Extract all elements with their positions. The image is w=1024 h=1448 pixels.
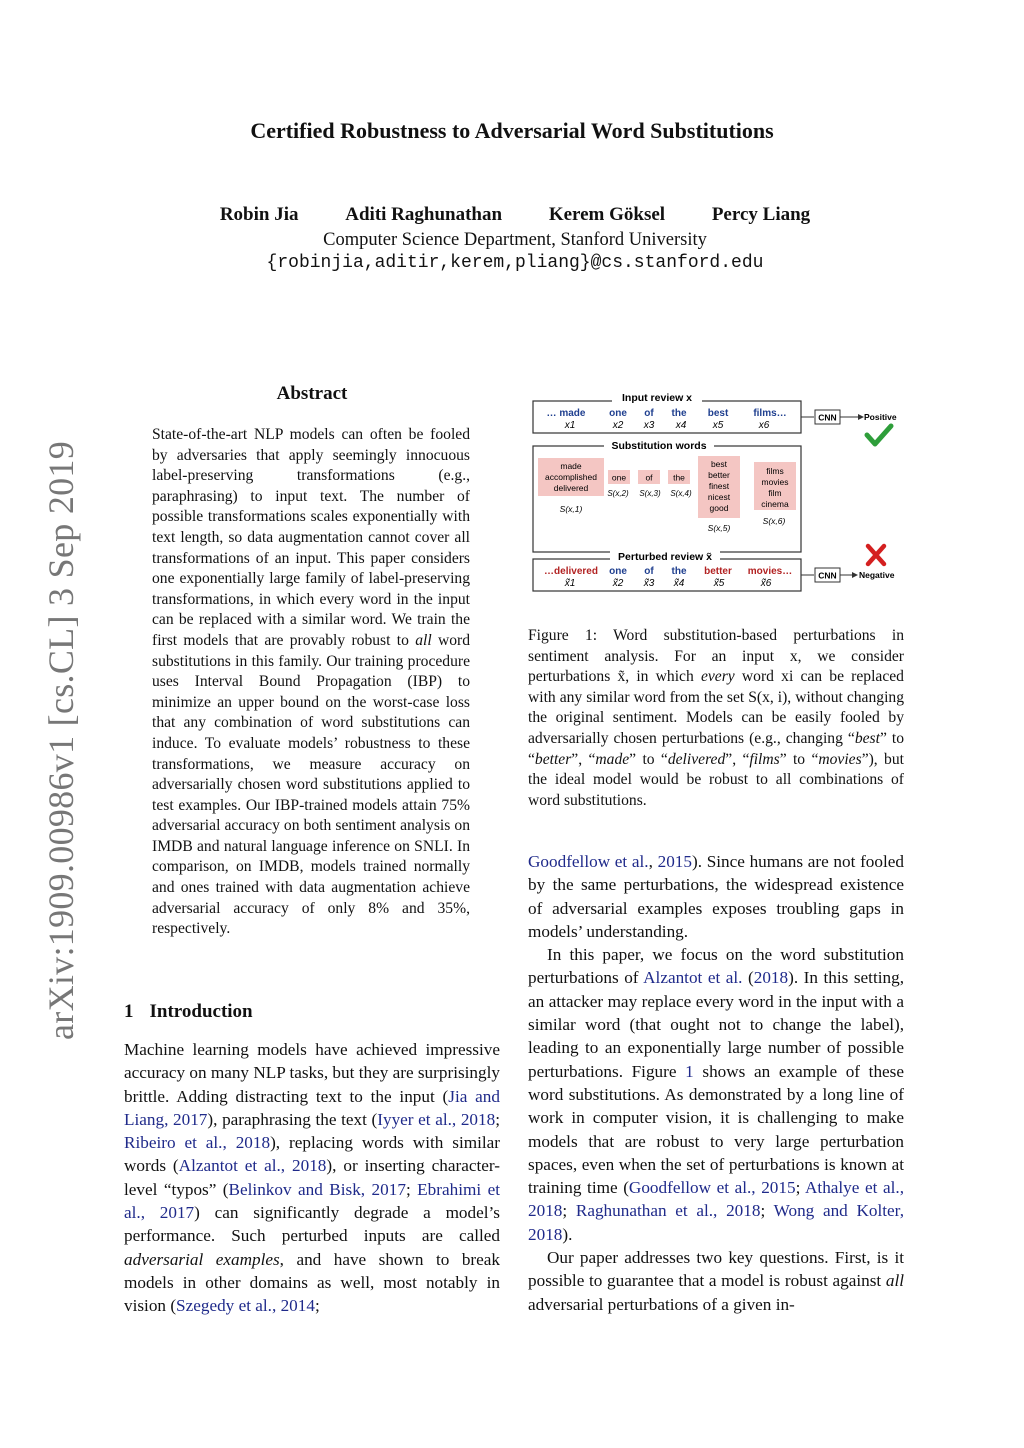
- intro-text: Machine learning models have achieved impressive accuracy on many NLP tasks, but they are surprisingly brittle. Adding distracting text to the input (: [124, 1040, 500, 1106]
- substitution-word: cinema: [761, 499, 789, 509]
- substitution-set-label: S(x,3): [639, 489, 661, 498]
- abstract-text: State-of-the-art NLP models can often be fooled by adversaries that apply seemingly innocuous label-preserving transformations (e.g., paraphrasing) to input text. The number of possible transformations scales exponentially with text length, so data augmentation cannot cover all transformations of an input. This paper considers one exponentially large family of label-preserving transformations, in which every word in the input can be replaced with a similar word. We train the first models that are provably robust to: [152, 426, 470, 649]
- intro-text: ) can significantly degrade a model’s performance. Such perturbed inputs are called: [124, 1203, 500, 1246]
- citation-link[interactable]: Alzantot et al., 2018: [178, 1156, 327, 1176]
- right-column-body: [528, 850, 904, 1316]
- substitution-word: films: [766, 466, 784, 476]
- substitution-set: [668, 470, 692, 498]
- section-title: Introduction: [149, 1001, 253, 1022]
- caption-text: word x: [734, 668, 789, 686]
- negative-label: Negative: [859, 570, 895, 580]
- substitution-set-label: S(x,2): [607, 489, 629, 498]
- perturbed-word: of: [644, 566, 654, 577]
- caption-text: ”, “: [725, 750, 750, 768]
- input-word: … made: [546, 408, 586, 419]
- caption-text: ”, “: [571, 750, 596, 768]
- abstract-emphasis: all: [415, 631, 432, 649]
- body-paragraph: [528, 1246, 904, 1316]
- intro-text: ), or inserting character-level “typos” (: [124, 1156, 500, 1199]
- caption-text: ” to “: [629, 750, 668, 768]
- caption-emphasis: delivered: [667, 750, 726, 768]
- author-name: Kerem Göksel: [548, 204, 666, 225]
- input-variable: x5: [712, 420, 724, 431]
- perturbed-word: better: [704, 566, 732, 577]
- intro-text: , and have shown to break models in other domains as well, most notably in vision (: [124, 1249, 500, 1316]
- body-emphasis: all: [885, 1271, 904, 1291]
- abstract-heading: Abstract: [276, 383, 348, 404]
- cross-icon: [868, 546, 884, 564]
- substitution-set-label: S(x,6): [762, 516, 786, 526]
- intro-text: ), replacing words with similar words (: [124, 1133, 500, 1176]
- cnn-label: CNN: [818, 570, 837, 581]
- citation-link[interactable]: Wong and Kolter, 2018: [528, 1201, 904, 1244]
- citation-link[interactable]: Goodfellow et al., 2015: [628, 1178, 796, 1198]
- substitution-word: one: [611, 472, 627, 483]
- citation-link[interactable]: Athalye et al., 2018: [528, 1178, 904, 1221]
- substitution-word: film: [768, 488, 782, 498]
- substitution-words-label: Substitution words: [611, 440, 707, 452]
- figure-reference-link[interactable]: 1: [685, 1061, 694, 1081]
- substitution-word: nicest: [707, 492, 731, 502]
- perturbed-variable: x̃2: [612, 578, 624, 589]
- substitution-word: better: [708, 470, 730, 480]
- input-review-label: Input review x: [621, 392, 693, 404]
- input-word: films…: [753, 408, 787, 419]
- substitution-set-label: S(x,5): [707, 523, 731, 533]
- perturbed-words: [544, 566, 792, 589]
- input-variable: x3: [643, 420, 655, 431]
- substitution-word: finest: [708, 481, 730, 491]
- citation-link[interactable]: Jia and Liang, 2017: [124, 1086, 500, 1129]
- perturbed-word: movies…: [747, 566, 793, 577]
- body-text: ;: [795, 1178, 805, 1198]
- substitution-word: the: [673, 472, 685, 483]
- positive-label: Positive: [864, 412, 897, 422]
- caption-emphasis: made: [595, 750, 630, 768]
- input-variable: x2: [612, 420, 624, 431]
- body-text: ). In this setting, an attacker may replace every word in the input with a similar word (that ought not to change the label), leading to an exponentially large number of possible perturbations. Figure: [528, 968, 904, 1081]
- perturbed-variable: x̃3: [643, 578, 655, 589]
- substitution-word: delivered: [553, 483, 589, 493]
- caption-text: ”), but the ideal model would be robust to all combinations of word substitutions.: [528, 750, 904, 809]
- caption-emphasis: best: [854, 729, 880, 747]
- input-variable: x6: [758, 420, 770, 431]
- body-paragraph: In this paper, we focus on the word substitution perturbations of Alzantot et al. (2018). In this setting, an attacker may replace every word in the input with a similar word (that ought not to change the label), leading to an exponentially large number of possible perturbations. Figure 1 shows an example of these word substitutions. As demonstrated by a long line of work in computer vision, it is challenging to make models that are robust to very large perturbation spaces, even when the set of perturbations is known at training time (Goodfellow et al., 2015; Athalye et al., 2018; Raghunathan et al., 2018; Wong and Kolter, 2018).: [528, 945, 904, 1244]
- figure-caption: [528, 626, 904, 811]
- caption-text: i can be replaced with any similar word from the set S(x, i), without changing the original sentiment. Models can be easily fooled by adversarially chosen perturbations (e.g., changing “: [528, 668, 904, 747]
- perturbed-word: …delivered: [544, 566, 598, 577]
- citation-link[interactable]: Iyyer et al., 2018: [377, 1109, 496, 1129]
- citation-link[interactable]: Ebrahimi et al., 2017: [124, 1179, 500, 1223]
- perturbed-word: one: [609, 566, 627, 577]
- perturbed-variable: x̃1: [564, 578, 576, 589]
- substitution-word: of: [645, 472, 653, 483]
- perturbed-review-label: Perturbed review x̃: [618, 551, 712, 563]
- input-variable: x4: [675, 420, 687, 431]
- affiliation: Computer Science Department, Stanford University: [323, 230, 707, 250]
- substitution-set-label: S(x,1): [559, 504, 583, 514]
- intro-text: ;: [405, 1179, 418, 1199]
- substitution-word: good: [709, 503, 729, 513]
- introduction-paragraph: [124, 1038, 500, 1318]
- author-name: Percy Liang: [711, 204, 811, 225]
- citation-link[interactable]: Belinkov and Bisk, 2017: [228, 1179, 406, 1199]
- perturbed-variable: x̃4: [673, 578, 685, 589]
- caption-emphasis: films: [749, 750, 780, 768]
- abstract-text: word substitutions in this family. Our training procedure uses Interval Bound Propagation (IBP) to minimize an upper bound on the worst-case loss that any combination of word substitutions can induce. To evaluate models’ robustness to these transformations, we measure accuracy on adversarially chosen word substitutions applied to test examples. Our IBP-trained models attain 75% adversarial accuracy on both sentiment analysis on IMDB and natural language inference on SNLI. In comparison, on IMDB, models trained normally and ones trained with data augmentation achieve adversarial accuracy of only 8% and 35%, respectively.: [152, 631, 470, 938]
- figure-1: [528, 386, 908, 601]
- body-text: Our paper addresses two key questions. First, is it possible to guarantee that a model is robust against: [528, 1248, 904, 1291]
- body-text: In this paper, we focus on the word substitution perturbations of: [528, 945, 904, 988]
- intro-text: ;: [495, 1109, 500, 1129]
- input-words: [547, 408, 787, 431]
- caption-emphasis: better: [534, 750, 572, 768]
- substitution-word: accomplished: [545, 472, 597, 482]
- arxiv-identifier: arXiv:1909.00986v1 [cs.CL] 3 Sep 2019: [41, 440, 81, 1040]
- perturbed-variable: x̃6: [760, 578, 772, 589]
- substitution-word: movies: [761, 477, 789, 487]
- citation-link[interactable]: Szegedy et al., 2014: [176, 1296, 315, 1316]
- section-number: 1: [124, 1001, 134, 1022]
- substitution-set: [538, 458, 604, 514]
- caption-text: ” to “: [528, 729, 904, 768]
- intro-text: ), paraphrasing the text (: [207, 1109, 378, 1129]
- section-heading: [124, 1001, 253, 1023]
- citation-link[interactable]: Ribeiro et al., 2018: [124, 1133, 271, 1153]
- input-word: one: [609, 408, 627, 419]
- author-name: Robin Jia: [219, 204, 299, 225]
- citation-link[interactable]: 2018: [753, 968, 789, 988]
- input-word: the: [671, 408, 687, 419]
- substitution-set: [754, 462, 796, 526]
- citation-link[interactable]: Raghunathan et al., 2018: [575, 1201, 761, 1221]
- body-paragraph: Goodfellow et al., 2015). Since humans are not fooled by the same perturbations, the widespread existence of adversarial examples exposes troubling gaps in models’ understanding.: [528, 852, 904, 941]
- body-text: adversarial perturbations of a given in-: [528, 1294, 795, 1314]
- body-text: ). Since humans are not fooled by the same perturbations, the widespread existence of adversarial examples exposes troubling gaps in models’ understanding.: [528, 852, 904, 941]
- substitution-set: [607, 470, 630, 498]
- input-variable: x1: [564, 420, 576, 431]
- perturbed-variable: x̃5: [713, 578, 725, 589]
- caption-emphasis: every: [700, 668, 735, 686]
- perturbed-word: the: [671, 566, 687, 577]
- substitution-word: made: [560, 461, 582, 471]
- substitution-set-label: S(x,4): [670, 489, 692, 498]
- body-text: ;: [760, 1201, 774, 1221]
- caption-text: ” to “: [779, 750, 819, 768]
- intro-emphasis: adversarial examples: [124, 1249, 280, 1269]
- figure-1-diagram: [528, 386, 908, 596]
- intro-text: ;: [314, 1296, 320, 1316]
- caption-text: Figure 1: Word substitution-based perturbations in sentiment analysis. For an input x, we consider perturbations x̃, in which: [528, 627, 904, 686]
- citation-link[interactable]: Alzantot et al.: [643, 968, 743, 988]
- author-name: Aditi Raghunathan: [345, 204, 503, 225]
- cnn-label: CNN: [818, 412, 837, 423]
- body-text: shows an example of these word substitutions. As demonstrated by a long line of work in computer vision, it is challenging to make models that are robust to very large perturbation spaces, even when the set of perturbations is known at training time (: [528, 1061, 904, 1198]
- abstract-body: [152, 425, 470, 940]
- body-text: ).: [562, 1224, 573, 1244]
- substitution-word: best: [710, 459, 728, 469]
- substitution-set: [698, 456, 740, 533]
- citation-link[interactable]: Goodfellow et al.: [528, 852, 649, 871]
- caption-emphasis: movies: [818, 750, 862, 768]
- citation-link[interactable]: 2015: [657, 852, 692, 871]
- input-word: of: [644, 408, 654, 419]
- input-word: best: [707, 408, 729, 419]
- author-list: [0, 204, 1024, 226]
- body-text: ;: [562, 1201, 576, 1221]
- checkmark-icon: [867, 426, 891, 444]
- author-emails: {robinjia,aditir,kerem,pliang}@cs.stanford.edu: [266, 253, 764, 273]
- substitution-set: [638, 470, 661, 498]
- paper-title: Certified Robustness to Adversarial Word Substitutions: [250, 118, 774, 143]
